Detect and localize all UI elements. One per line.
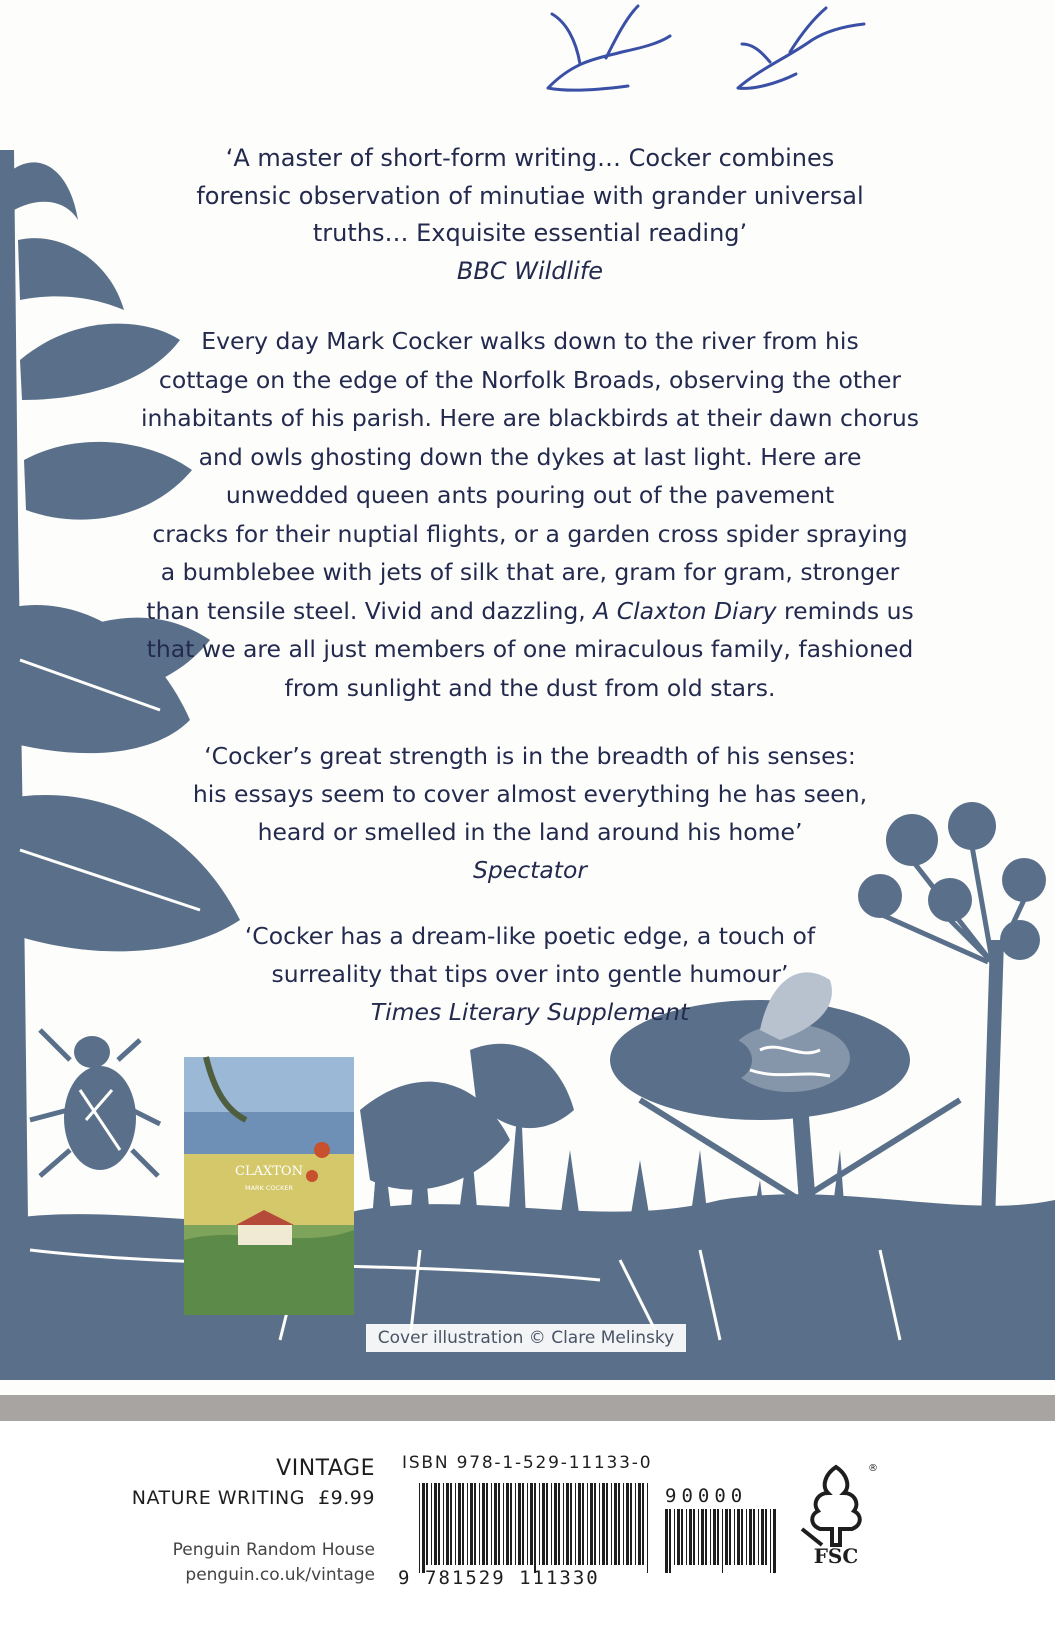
barcode-bar [482, 1483, 485, 1565]
barcode-bar [446, 1483, 449, 1565]
barcode-bar [434, 1483, 437, 1565]
barcode-bar [503, 1483, 504, 1565]
barcode-bar [729, 1509, 731, 1565]
barcode-bar [578, 1483, 581, 1565]
barcode-bar [623, 1483, 624, 1565]
barcode-bar [558, 1483, 560, 1565]
quote-line: ‘Cocker’s great strength is in the breadth of his senses: [204, 742, 856, 770]
barcode-addon-icon [664, 1509, 776, 1573]
barcode-bar [765, 1509, 767, 1565]
quote-line: ‘Cocker has a dream-like poetic edge, a touch of [244, 922, 816, 950]
blurb-line: Every day Mark Cocker walks down to the river from his [201, 327, 859, 355]
barcode-bar [438, 1483, 440, 1565]
barcode-bar [566, 1483, 569, 1565]
barcode-bar [551, 1483, 552, 1565]
barcode-bar [594, 1483, 596, 1565]
barcode-bar [542, 1483, 545, 1565]
barcode-bar [674, 1509, 675, 1565]
barcode-bar [522, 1483, 524, 1565]
ground-plants [0, 1194, 1055, 1380]
barcode-bar [698, 1509, 699, 1565]
barcode-bar [491, 1483, 492, 1565]
blurb-line: and owls ghosting down the dykes at last light. Here are [198, 442, 862, 471]
barcode-bar [689, 1509, 692, 1565]
barcode-bar [626, 1483, 629, 1565]
barcode-bar [587, 1483, 588, 1565]
barcode-bar [515, 1483, 516, 1565]
barcode-bar [518, 1483, 521, 1565]
fsc-label: FSC [813, 1544, 859, 1568]
quote-line: his essays seem to cover almost everything he has seen, [192, 780, 868, 808]
barcode-bar [498, 1483, 500, 1565]
barcode-bar [510, 1483, 512, 1565]
barcode-bar [506, 1483, 509, 1565]
illustration-credit: Cover illustration © Clare Melinsky [366, 1324, 686, 1352]
barcode-icon [418, 1483, 650, 1573]
barcode-bar [534, 1483, 536, 1573]
barcode-bar [647, 1483, 648, 1573]
barcode-bar [563, 1483, 564, 1565]
beetle-head [74, 1036, 110, 1068]
cover-footer [0, 1421, 1055, 1646]
barcode-bar [554, 1483, 557, 1565]
barcode-bar [710, 1509, 711, 1565]
barcode-bar [462, 1483, 464, 1565]
grey-band [0, 1395, 1055, 1421]
barcode-bar [669, 1509, 671, 1573]
registered-mark: ® [868, 1463, 878, 1474]
barcode-bar [467, 1483, 468, 1565]
barcode-bar [770, 1509, 771, 1573]
publisher-name: Penguin Random House [172, 1540, 375, 1560]
nettle-leaf-2 [18, 238, 124, 310]
isbn-text: ISBN 978-1-529-11133-0 [402, 1453, 653, 1473]
barcode-bar [717, 1509, 719, 1565]
barcode-bar [590, 1483, 593, 1565]
barcode-bar [599, 1483, 600, 1565]
barcode-bar [426, 1483, 428, 1565]
barcode-bar [737, 1509, 740, 1565]
barcode-bar [693, 1509, 695, 1565]
quote-tls [120, 917, 940, 1031]
barcode-bar [635, 1483, 636, 1565]
barcode-bar [705, 1509, 707, 1565]
quote-line: ‘A master of short-form writing… Cocker combines [225, 144, 835, 172]
barcode-bar [701, 1509, 704, 1565]
quote-line: surreality that tips over into gentle humour’ [271, 960, 789, 988]
book-blurb [120, 322, 940, 707]
barcode-bar [746, 1509, 747, 1565]
barcode-bar [539, 1483, 540, 1565]
barcode-bar [431, 1483, 432, 1565]
barcode-bar [443, 1483, 444, 1565]
quote-source: BBC Wildlife [456, 256, 604, 285]
barcode-bar [713, 1509, 716, 1565]
barcode-bar [773, 1509, 776, 1573]
barcode-bar [530, 1483, 533, 1565]
barcode-bar [677, 1509, 680, 1565]
blurb-line: from sunlight and the dust from old stars. [284, 673, 776, 702]
price: £9.99 [318, 1487, 375, 1509]
barcode-bar [575, 1483, 576, 1565]
blurb-line [120, 592, 940, 631]
barcode-bar [450, 1483, 452, 1565]
blurb-line: unwedded queen ants pouring out of the pavement [225, 481, 835, 509]
quote-bbc-wildlife [120, 140, 940, 290]
left-stalk [0, 150, 30, 1380]
barcode-bar [722, 1509, 723, 1573]
book-title-italic: A Claxton Diary [593, 596, 777, 625]
barcode-bar [734, 1509, 735, 1565]
category-price [132, 1487, 375, 1509]
blurb-text: reminds us [776, 596, 914, 625]
barcode-bar [479, 1483, 480, 1565]
barcode-bar [665, 1509, 668, 1573]
quote-spectator [120, 737, 940, 889]
nettle-leaf-1 [12, 162, 78, 220]
mini-book-cover [184, 1057, 354, 1315]
quote-line: heard or smelled in the land around his home’ [257, 818, 803, 846]
barcode-bar [470, 1483, 473, 1565]
barcode-bar [758, 1509, 759, 1565]
barcode-bar [458, 1483, 461, 1565]
barcode-bar [606, 1483, 608, 1565]
barcode-bar [686, 1509, 687, 1565]
publisher-website: penguin.co.uk/vintage [185, 1565, 375, 1585]
quote-source: Spectator [472, 856, 588, 884]
barcode-lead-digit: 9 [398, 1567, 410, 1589]
barcode-bar [422, 1483, 425, 1573]
barcode-bar [681, 1509, 683, 1565]
mini-cover-title: CLAXTON [235, 1164, 303, 1179]
barcode-bar [582, 1483, 584, 1565]
barcode-digits: 781529 111330 [425, 1567, 600, 1589]
blurb-text: than tensile steel. Vivid and dazzling, [146, 596, 594, 625]
barcode-bar [602, 1483, 605, 1565]
fsc-logo-icon [796, 1459, 876, 1567]
barcode-bar [527, 1483, 528, 1565]
barcode-bar [618, 1483, 620, 1565]
quote-line: truths… Exquisite essential reading’ [312, 219, 748, 247]
quote-line: forensic observation of minutiae with grander universal [196, 181, 864, 210]
mini-cover-author: MARK COCKER [245, 1184, 293, 1192]
category: NATURE WRITING [131, 1487, 305, 1509]
barcode-bar [494, 1483, 497, 1565]
barcode-addon-digits: 90000 [665, 1485, 748, 1507]
blurb-line: a bumblebee with jets of silk that are, gram for gram, stronger [160, 558, 900, 586]
blurb-line: cottage on the edge of the Norfolk Broads, observing the other [158, 365, 902, 394]
barcode-bar [614, 1483, 617, 1565]
barcode-bar [630, 1483, 632, 1565]
blurb-line: cracks for their nuptial flights, or a garden cross spider spraying [152, 519, 908, 548]
barcode-bar [761, 1509, 764, 1565]
quote-source: Times Literary Supplement [370, 998, 690, 1026]
barcode-bar [486, 1483, 488, 1565]
flying-birds-icon [548, 6, 864, 90]
barcode-bar [611, 1483, 612, 1565]
barcode-bar [474, 1483, 476, 1565]
blurb-line: inhabitants of his parish. Here are blackbirds at their dawn chorus [140, 404, 920, 432]
imprint-name: VINTAGE [276, 1456, 375, 1481]
barcode-bar [642, 1483, 644, 1565]
barcode-bar [546, 1483, 548, 1565]
barcode-bar [725, 1509, 728, 1565]
barcode-bar [419, 1483, 420, 1573]
barcode-bar [741, 1509, 743, 1565]
barcode-bar [455, 1483, 456, 1565]
barcode-bar [638, 1483, 641, 1565]
barcode-bar [753, 1509, 755, 1565]
blurb-line: that we are all just members of one miraculous family, fashioned [146, 635, 914, 663]
barcode-bar [749, 1509, 752, 1565]
bee-head [700, 1038, 752, 1082]
barcode-bar [570, 1483, 572, 1565]
